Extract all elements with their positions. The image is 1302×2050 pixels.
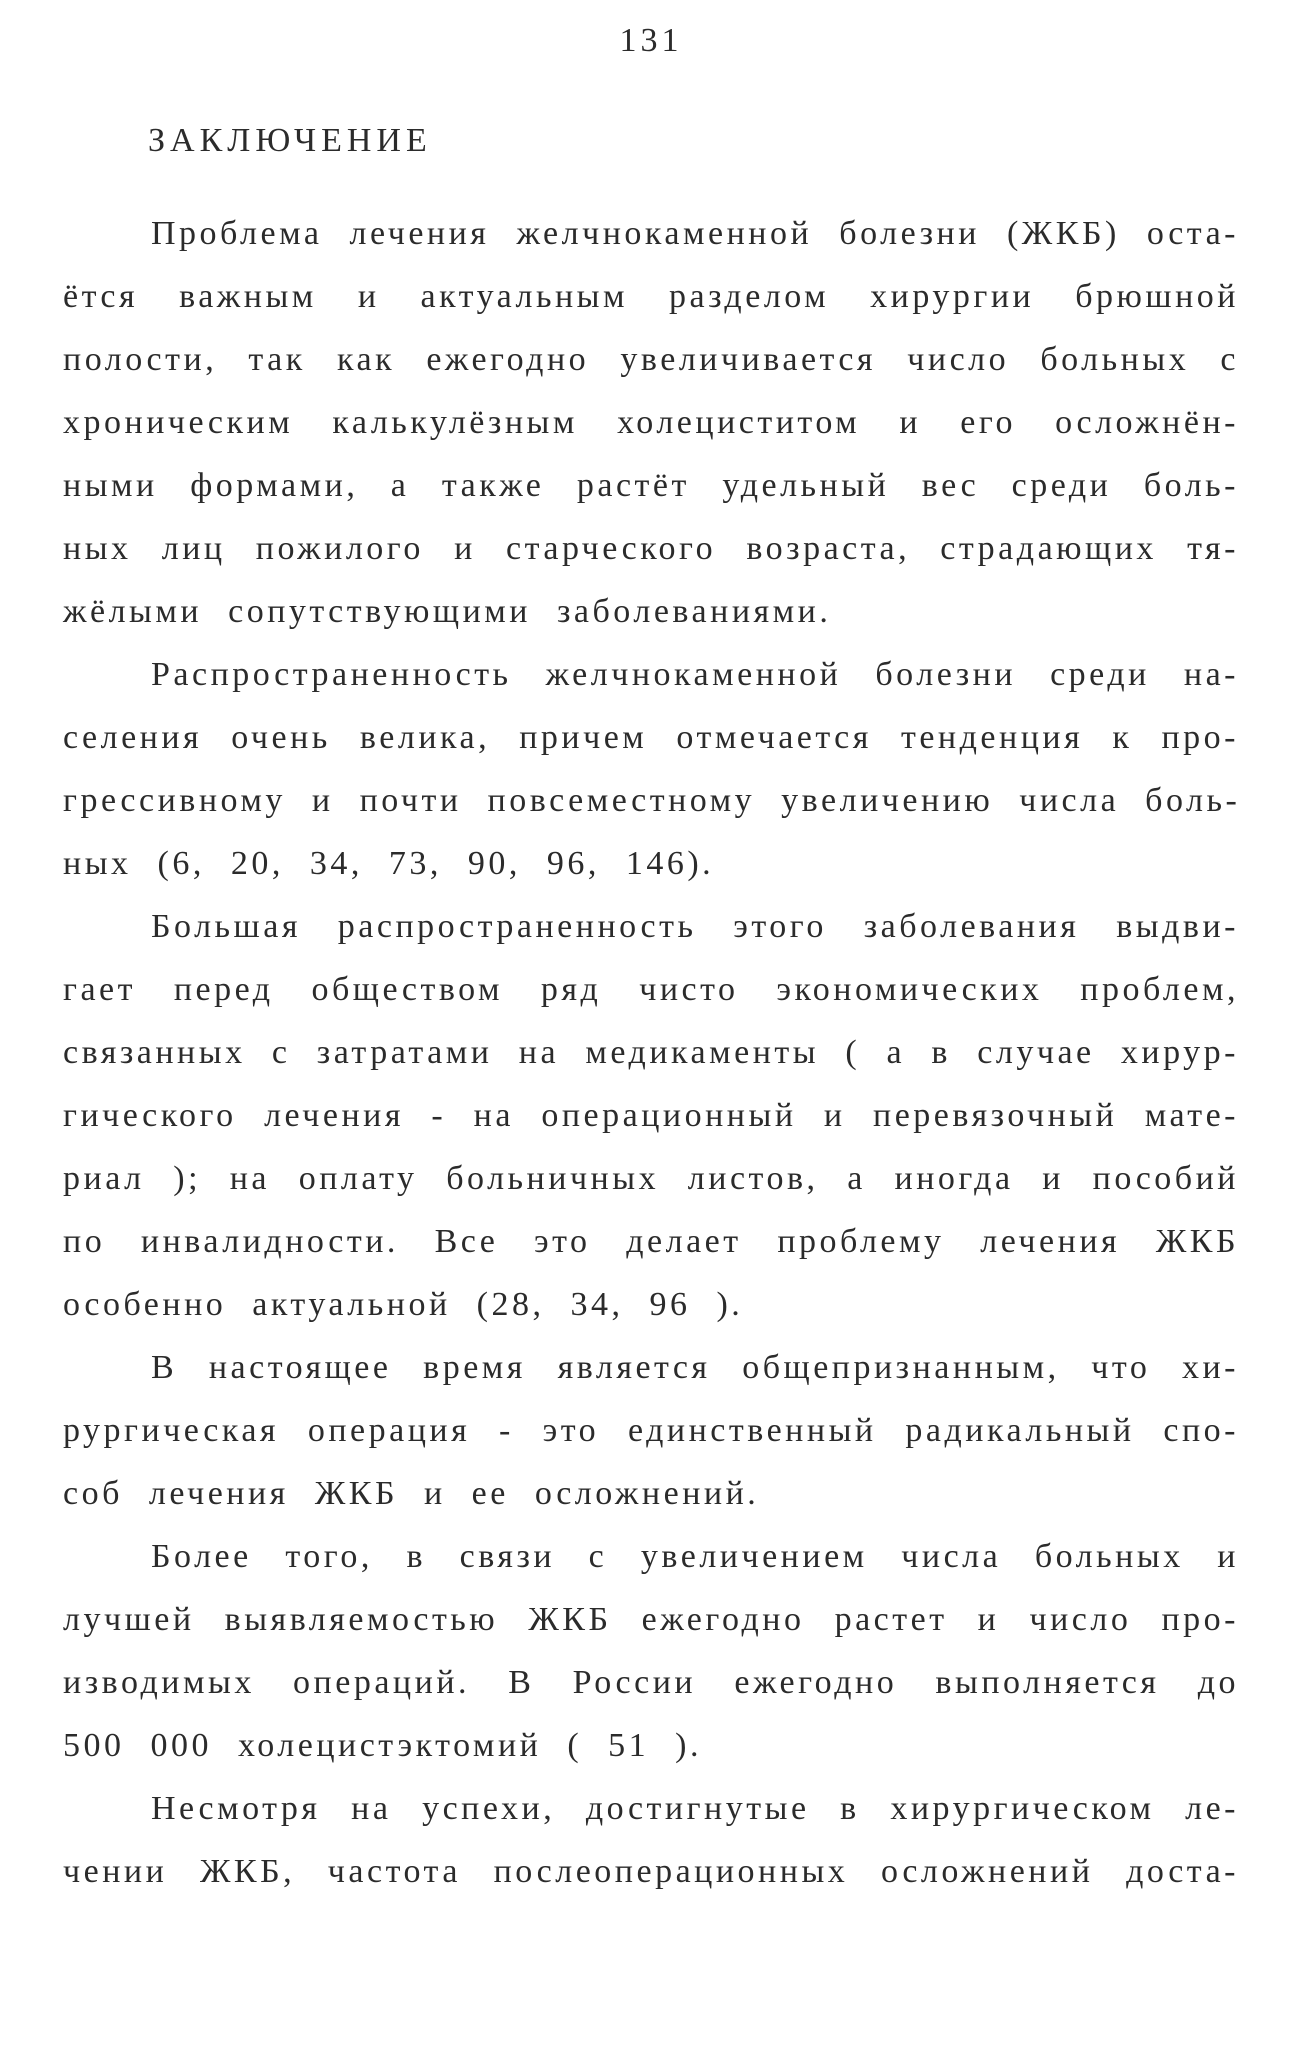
text-line: ётся важным и актуальным разделом хирургии брюшной (63, 278, 1239, 315)
text-line: связанных с затратами на медикаменты ( а в случае хирур- (63, 1034, 1239, 1071)
text-line: полости, так как ежегодно увеличивается число больных с (63, 341, 1239, 378)
text-line: хроническим калькулёзным холециститом и его осложнён- (63, 404, 1239, 441)
text-line: рургическая операция - это единственный радикальный спо- (63, 1412, 1239, 1449)
text-line: риал ); на оплату больничных листов, а иногда и пособий (63, 1160, 1239, 1197)
text-line: Распространенность желчнокаменной болезни среди на- (151, 656, 1239, 693)
text-line: В настоящее время является общепризнанным, что хи- (151, 1349, 1239, 1386)
text-line: Более того, в связи с увеличением числа больных и (151, 1538, 1239, 1575)
text-line: лучшей выявляемостью ЖКБ ежегодно растет и число про- (63, 1601, 1239, 1638)
page-number: 131 (619, 22, 683, 59)
text-line: ными формами, а также растёт удельный вес среди боль- (63, 467, 1239, 504)
text-line: гического лечения - на операционный и перевязочный мате- (63, 1097, 1239, 1134)
text-line: ных (6, 20, 34, 73, 90, 96, 146). (63, 845, 715, 882)
text-line: изводимых операций. В России ежегодно выполняется до (63, 1664, 1239, 1701)
body-text (63, 202, 1239, 1903)
text-line: грессивному и почти повсеместному увеличению числа боль- (63, 782, 1241, 819)
text-line: гает перед обществом ряд чисто экономических проблем, (63, 971, 1239, 1008)
text-line: селения очень велика, причем отмечается тенденция к про- (63, 719, 1239, 756)
text-line: по инвалидности. Все это делает проблему лечения ЖКБ (63, 1223, 1239, 1260)
text-line: Большая распространенность этого заболевания выдви- (151, 908, 1239, 945)
text-line: соб лечения ЖКБ и ее осложнений. (63, 1475, 760, 1512)
text-line: жёлыми сопутствующими заболеваниями. (63, 593, 832, 630)
text-line: Несмотря на успехи, достигнутые в хирургическом ле- (151, 1790, 1239, 1827)
text-line: особенно актуальной (28, 34, 96 ). (63, 1286, 744, 1323)
text-line: 500 000 холецистэктомий ( 51 ). (63, 1727, 702, 1764)
text-line: ных лиц пожилого и старческого возраста, страдающих тя- (63, 530, 1239, 567)
text-line: чении ЖКБ, частота послеоперационных осложнений доста- (63, 1853, 1239, 1890)
section-heading: ЗАКЛЮЧЕНИЕ (148, 122, 432, 159)
text-line: Проблема лечения желчнокаменной болезни (ЖКБ) оста- (151, 215, 1239, 252)
